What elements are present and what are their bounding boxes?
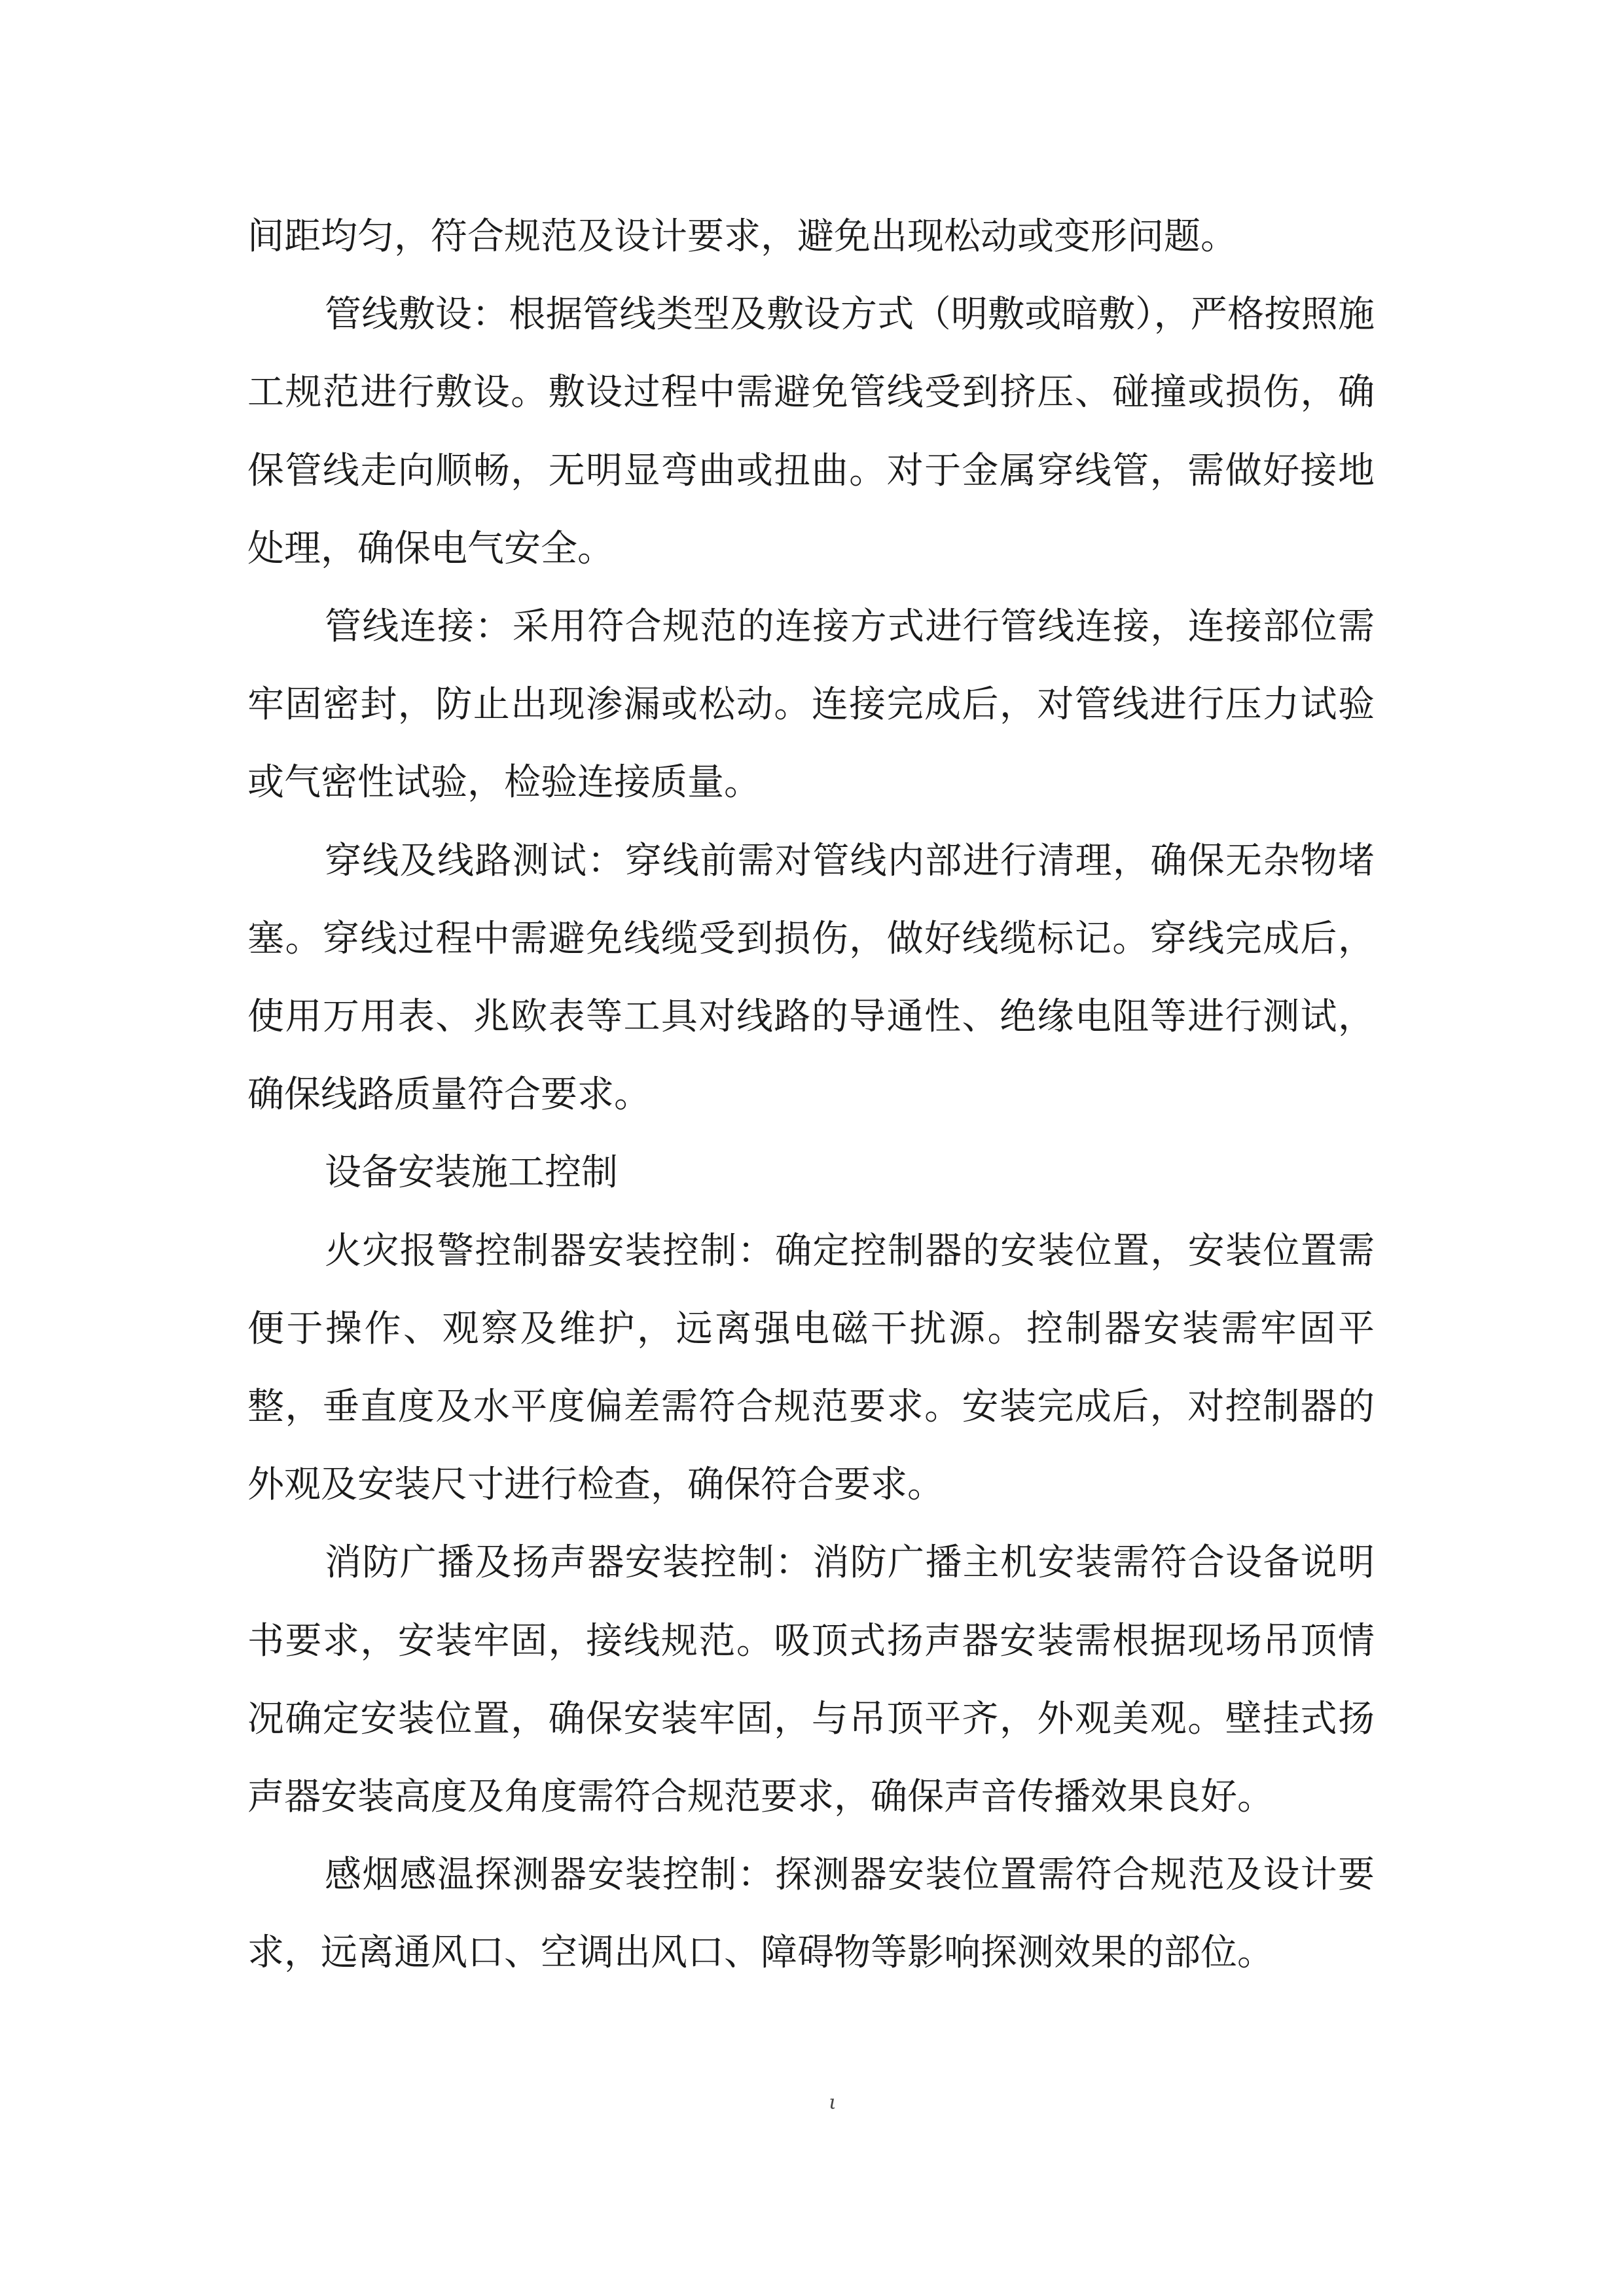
paragraph-wiring-test: 穿线及线路测试：穿线前需对管线内部进行清理，确保无杂物堵塞。穿线过程中需避免线缆受到损伤，做好线缆标记。穿线完成后，使用万用表、兆欧表等工具对线路的导通性、绝缘电阻等进行测试，确保线路质量符合要求。 (247, 839, 1375, 1117)
paragraph-alarm-controller: 火灾报警控制器安装控制：确定控制器的安装位置，安装位置需便于操作、观察及维护，远离强电磁干扰源。控制器安装需牢固平整，垂直度及水平度偏差需符合规范要求。安装完成后，对控制器的外观及安装尺寸进行检查，确保符合要求。 (247, 1229, 1375, 1507)
document-body (247, 198, 1375, 1992)
paragraph-detector: 感烟感温探测器安装控制：探测器安装位置需符合规范及设计要求，远离通风口、空调出风口、障碍物等影响探测效果的部位。 (247, 1854, 1375, 1975)
paragraph-broadcast-speaker: 消防广播及扬声器安装控制：消防广播主机安装需符合设备说明书要求，安装牢固，接线规范。吸顶式扬声器安装需根据现场吊顶情况确定安装位置，确保安装牢固，与吊顶平齐，外观美观。壁挂式扬声器安装高度及角度需符合规范要求，确保声音传播效果良好。 (247, 1541, 1375, 1819)
section-heading: 设备安装施工控制 (325, 1151, 618, 1194)
paragraph-pipeline-laying: 管线敷设：根据管线类型及敷设方式（明敷或暗敷），严格按照施工规范进行敷设。敷设过程中需避免管线受到挤压、碰撞或损伤，确保管线走向顺畅，无明显弯曲或扭曲。对于金属穿线管，需做好接地处理，确保电气安全。 (247, 293, 1375, 570)
paragraph-pipeline-connection: 管线连接：采用符合规范的连接方式进行管线连接，连接部位需牢固密封，防止出现渗漏或松动。连接完成后，对管线进行压力试验或气密性试验，检验连接质量。 (247, 605, 1375, 804)
paragraph-continuation: 间距均匀，符合规范及设计要求，避免出现松动或变形问题。 (247, 215, 1237, 258)
page-number: ι (829, 2091, 837, 2114)
